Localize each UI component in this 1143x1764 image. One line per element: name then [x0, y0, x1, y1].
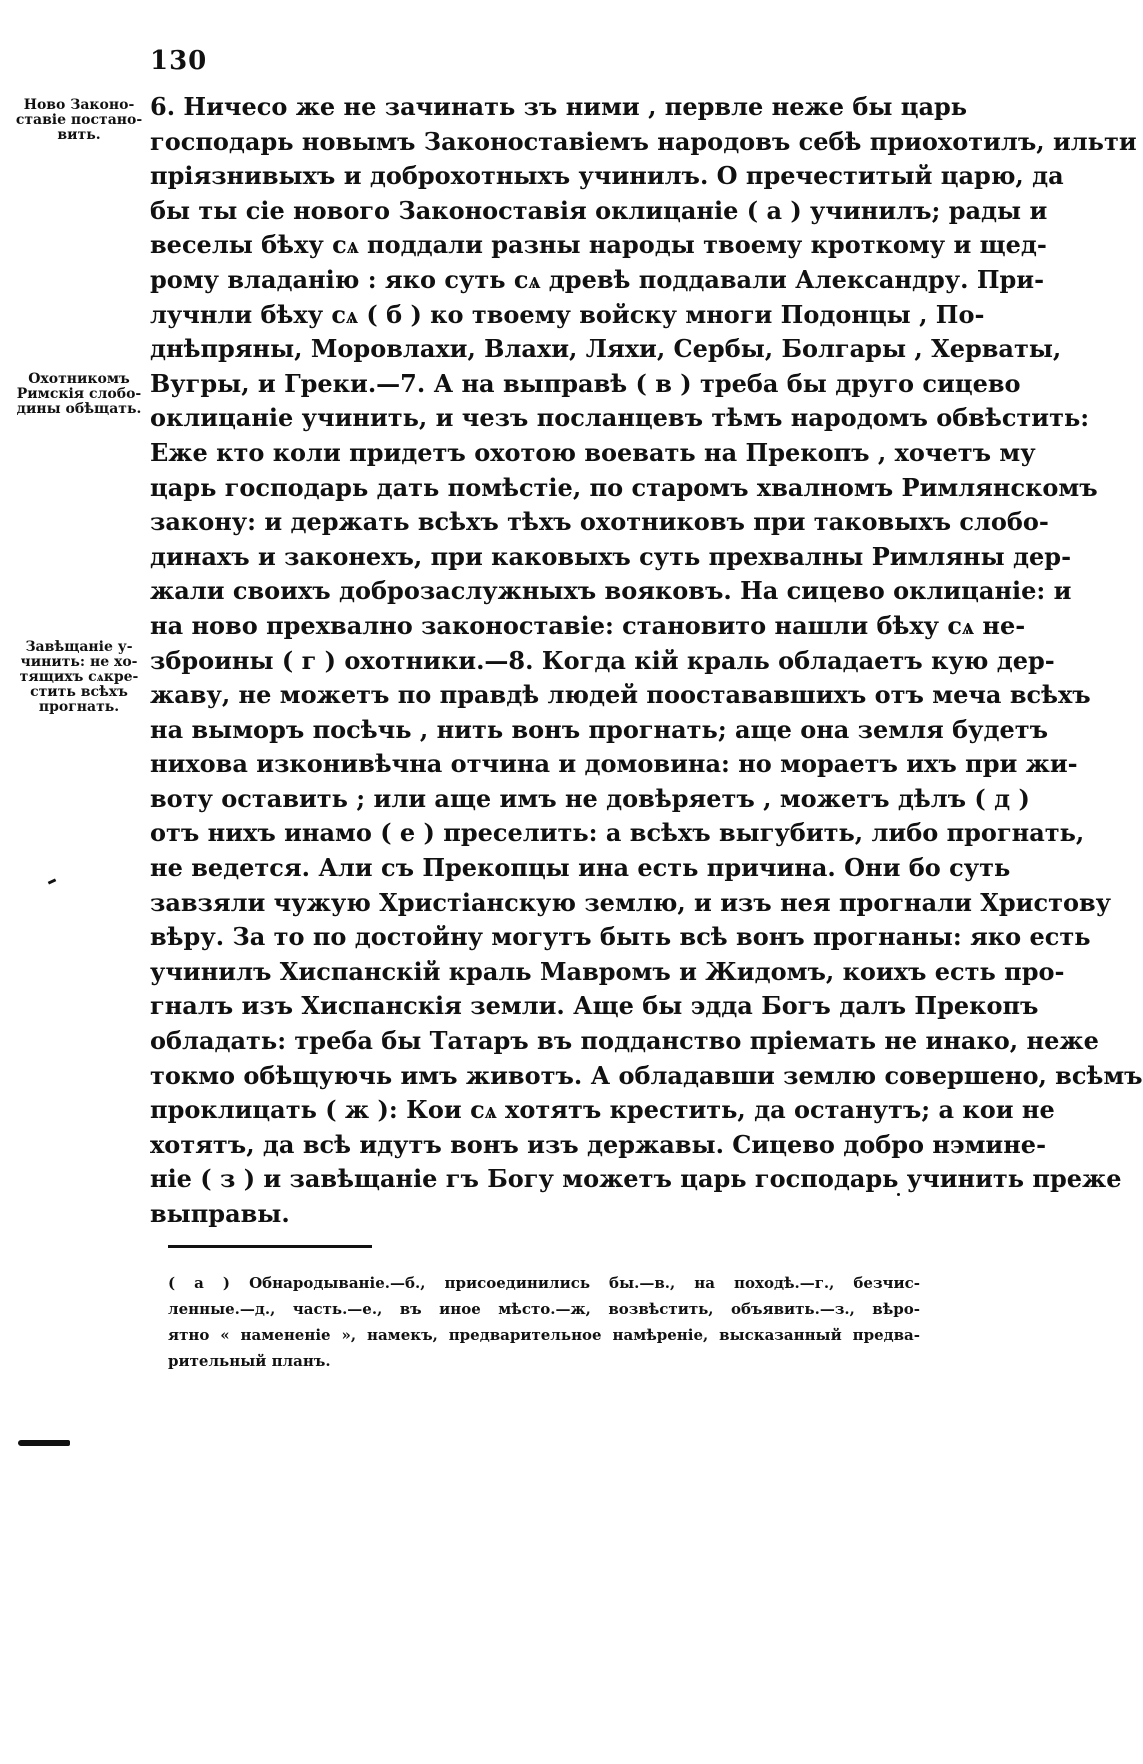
text-line: зброины ( г ) охотники.—8. Когда кій краль обладаетъ кую дер- — [150, 645, 1055, 675]
text-line: лучнли бѣху сѧ ( б ) ко твоему войску многи Подонцы , По- — [150, 299, 985, 329]
footnote-rule — [168, 1245, 372, 1248]
text-line: ніе ( з ) и завѣщаніе гъ Богу можетъ царь господарь учинить преже — [150, 1164, 1122, 1194]
text-line: хотятъ, да всѣ идутъ вонъ изъ державы. Сицево добро нэмине- — [150, 1129, 1047, 1159]
text-line: пріязнивыхъ и доброхотныхъ учинилъ. О пречеститый царю, да — [150, 161, 1064, 191]
margin-note-line: Охотникомъ — [28, 371, 130, 387]
margin-note-line: Ново Законо- — [23, 97, 135, 113]
text-line: днѣпряны, Моровлахи, Влахи, Ляхи, Сербы, Болгары , Херваты, — [150, 334, 1062, 364]
text-line: на выморъ посѣчь , нить вонъ прогнать; аще она земля будетъ — [150, 714, 1049, 744]
text-line: оклицаніе учинить, и чезъ посланцевъ тѣмъ народомъ обвѣстить: — [150, 403, 1090, 433]
text-line: жали своихъ доброзаслужныхъ вояковъ. На сицево оклицаніе: и — [150, 576, 1072, 606]
text-line: господарь новымъ Законоставіемъ народовъ себѣ приохотилъ, ильти — [150, 126, 1137, 156]
margin-note-line: ставіе постано- — [15, 112, 143, 128]
margin-note-line: прогнать. — [38, 699, 120, 715]
text-line: учинилъ Хиспанскій краль Мавромъ и Жидомъ, коихъ есть про- — [150, 956, 1065, 986]
text-line: нихова изконивѣчна отчина и домовина: но мораетъ ихъ при жи- — [150, 749, 1078, 779]
margin-note-line: Римскія слобо- — [16, 386, 142, 402]
text-line: жаву, не можетъ по правдѣ людей поостававшихъ отъ меча всѣхъ — [150, 680, 1091, 710]
print-speck — [897, 1193, 900, 1196]
text-line: не ведется. Али съ Прекопцы ина есть причина. Они бо суть — [150, 853, 1011, 883]
text-line: веселы бѣху сѧ поддали разны народы твоему кроткому и щед- — [150, 230, 1047, 260]
text-line: на ново прехвално законоставіе: становито нашли бѣху сѧ не- — [150, 610, 1026, 640]
text-line: динахъ и законехъ, при каковыхъ суть прехвалны Римляны дер- — [150, 541, 1072, 571]
text-line: выправы. — [150, 1199, 290, 1228]
margin-note-line: вить. — [57, 127, 101, 143]
text-line: закону: и держать всѣхъ тѣхъ охотниковъ при таковыхъ слобо- — [150, 507, 1049, 537]
margin-note-line: чинить: не хо- — [20, 654, 138, 670]
margin-note-zaveshchanie — [10, 640, 148, 715]
footnotes — [168, 1270, 920, 1374]
main-text — [150, 90, 1143, 1232]
text-line: воту оставить ; или аще имъ не довѣряетъ , можетъ дѣлъ ( д ) — [150, 783, 1030, 813]
text-line: обладать: треба бы Татаръ въ подданство пріемать не инако, неже — [150, 1026, 1099, 1056]
text-line: токмо обѣщуючь имъ животъ. А обладавши землю совершено, всѣмъ — [150, 1060, 1143, 1090]
text-line: завзяли чужую Христіанскую землю, и изъ нея прогнали Христову — [150, 887, 1111, 917]
footnote-line: ятно « намененіе », намекъ, предварительное намѣреніе, высказанный предва- — [168, 1326, 920, 1344]
margin-note-okhotnikom — [10, 372, 148, 417]
text-line: рому владанію : яко суть сѧ древѣ поддавали Александру. При- — [150, 264, 1045, 294]
margin-note-line: тящихъ сѧкре- — [19, 669, 139, 685]
page-edge-mark — [18, 1440, 70, 1446]
text-line: Еже кто коли придетъ охотою воевать на Прекопъ , хочетъ му — [150, 437, 1036, 467]
margin-note-line: Завѣщаніе у- — [25, 639, 133, 655]
footnote-line: рительный планъ. — [168, 1352, 331, 1370]
footnote-line: ленные.—д., часть.—е., въ иное мѣсто.—ж, возвѣстить, объявить.—з., вѣро- — [168, 1300, 920, 1318]
text-line: отъ нихъ инамо ( е ) преселить: а всѣхъ выгубить, либо прогнать, — [150, 818, 1085, 848]
text-line: бы ты сіе нового Законоставія оклицаніе ( а ) учинилъ; рады и — [150, 195, 1048, 225]
margin-note-line: стить всѣхъ — [30, 684, 128, 700]
margin-note-novo-zakonostavie — [10, 98, 148, 143]
margin-note-line: дины обѣщать. — [16, 401, 142, 417]
text-line: 6. Ничесо же не зачинать зъ ними , первле неже бы царь — [150, 92, 968, 121]
print-speck — [48, 878, 57, 884]
text-line: проклицать ( ж ): Кои сѧ хотятъ крестить, да останутъ; а кои не — [150, 1095, 1055, 1125]
text-line: царь господарь дать помѣстіе, по старомъ хвалномъ Римлянскомъ — [150, 472, 1098, 502]
footnote-line: ( а ) Обнародываніе.—б., присоединились бы.—в., на походѣ.—г., безчис- — [168, 1274, 920, 1292]
text-line: гналъ изъ Хиспанскія земли. Аще бы эдда Богъ далъ Прекопъ — [150, 991, 1039, 1021]
text-line: вѣру. За то по достойну могутъ быть всѣ вонъ прогнаны: яко есть — [150, 922, 1091, 952]
page-number: 130 — [150, 46, 208, 76]
text-line: Вугры, и Греки.—7. А на выправѣ ( в ) треба бы друго сицево — [150, 368, 1021, 398]
